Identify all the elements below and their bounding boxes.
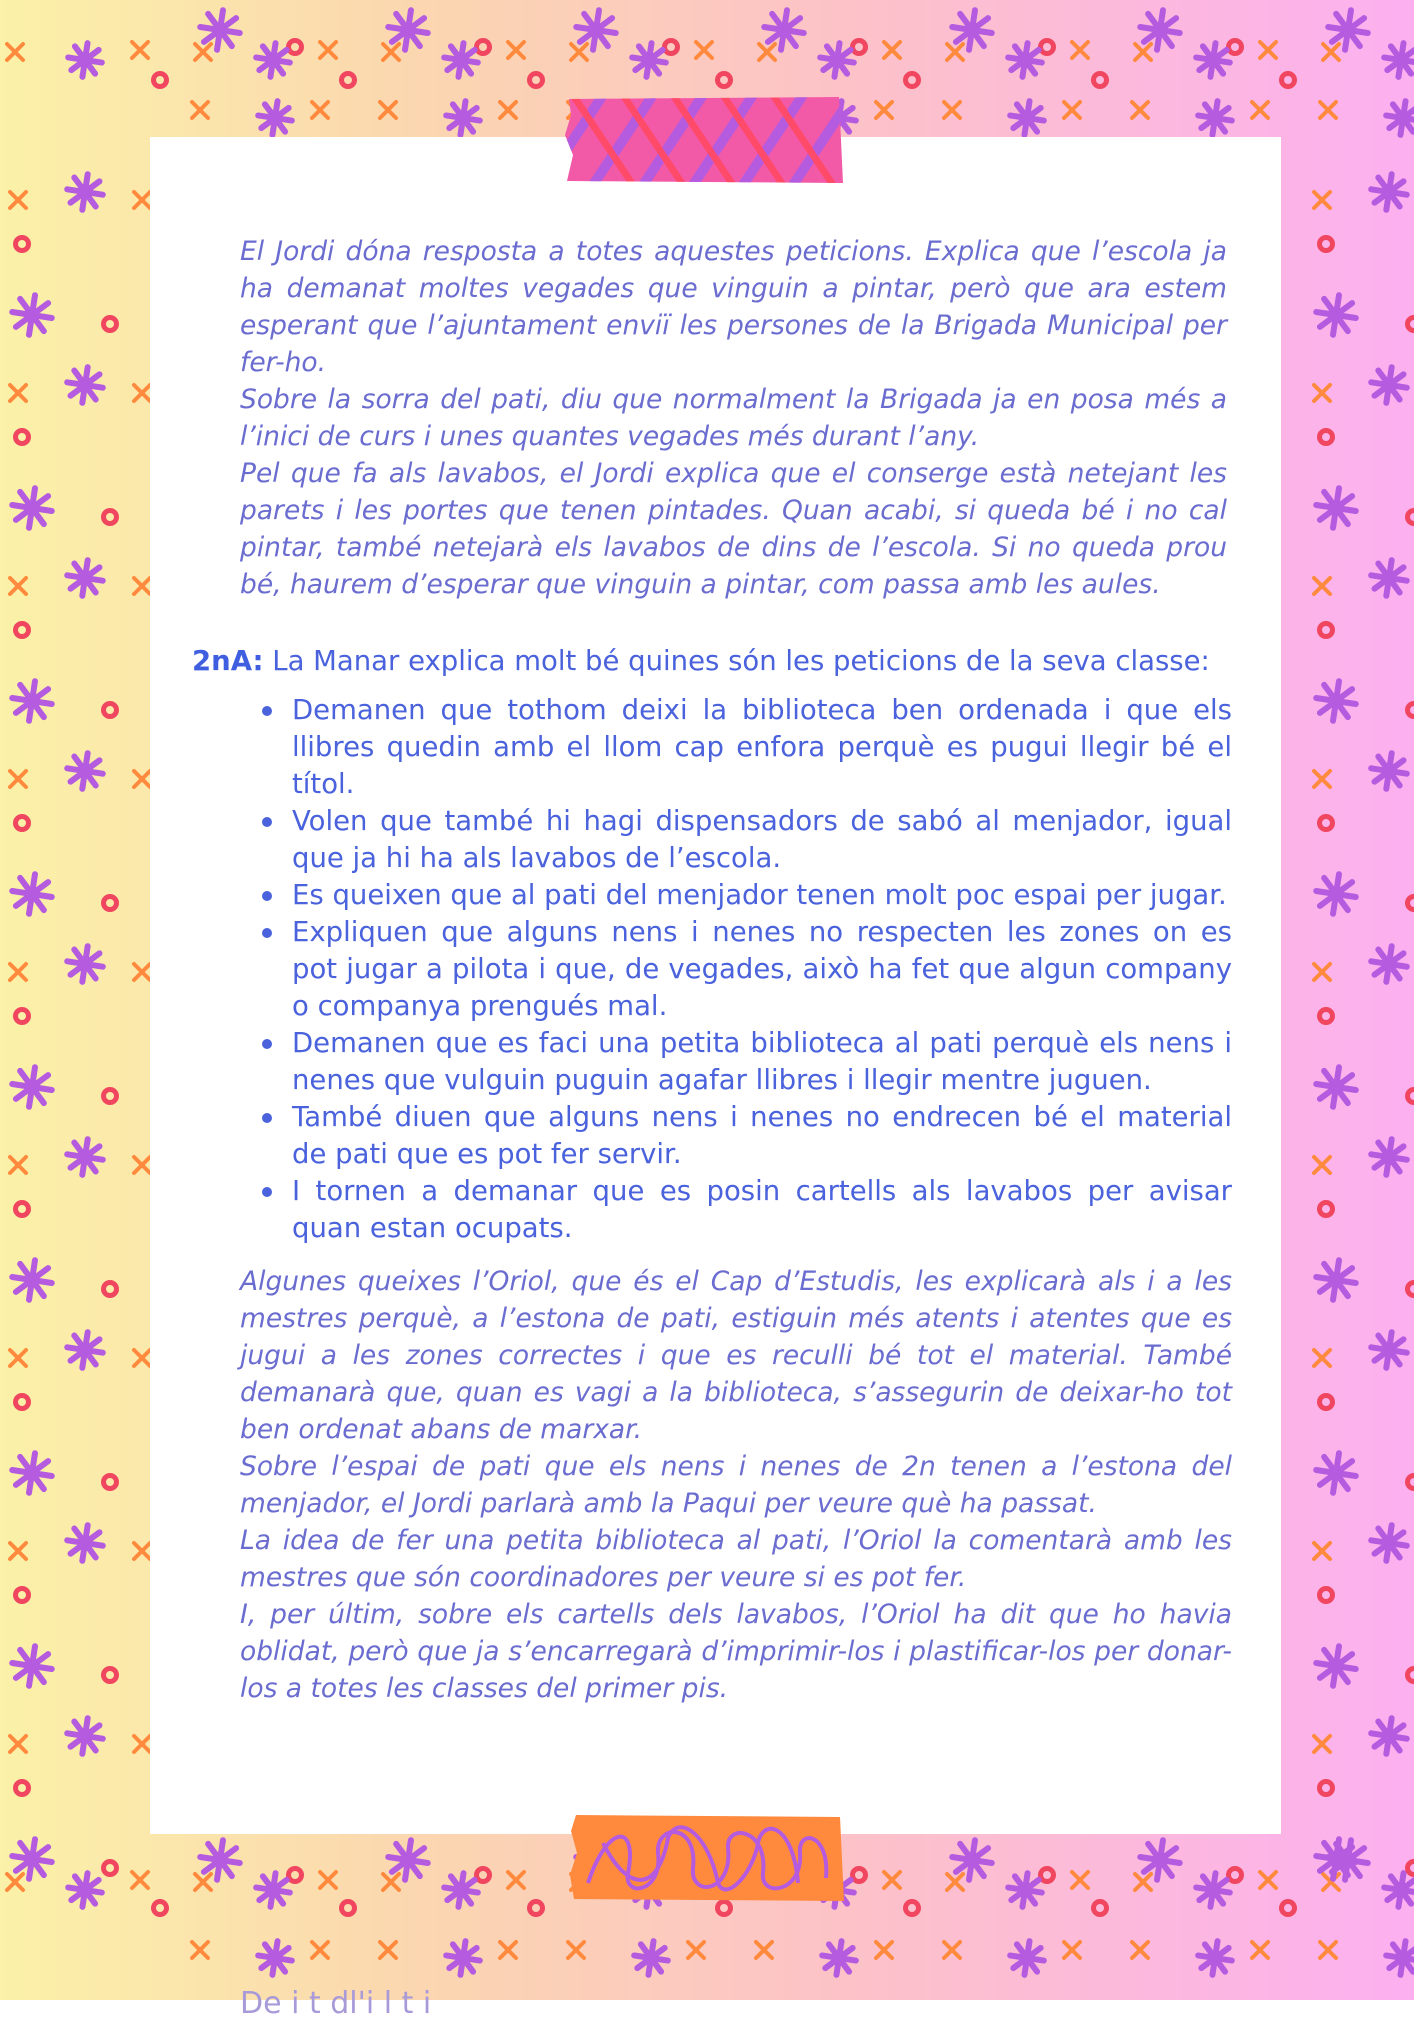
dot-icon	[289, 41, 302, 54]
asterisk-icon	[1316, 295, 1356, 335]
dot-icon	[16, 1203, 29, 1216]
cross-icon	[944, 102, 960, 118]
cross-icon	[195, 44, 211, 60]
cross-icon	[134, 578, 150, 594]
asterisk-icon	[446, 1941, 480, 1975]
cross-icon	[10, 964, 26, 980]
dot-icon	[289, 1869, 302, 1882]
cross-icon	[1064, 1942, 1080, 1958]
asterisk-icon	[1371, 1718, 1407, 1754]
asterisk-icon	[388, 1840, 428, 1880]
asterisk-icon	[1008, 1873, 1042, 1907]
dot-icon	[718, 1902, 731, 1915]
cross-icon	[134, 1350, 150, 1366]
dot-icon	[1094, 74, 1107, 87]
dot-icon	[1229, 41, 1242, 54]
asterisk-icon	[12, 295, 52, 335]
cross-icon	[1323, 44, 1339, 60]
asterisk-icon	[1010, 101, 1044, 135]
dot-icon	[104, 1862, 117, 1875]
asterisk-icon	[12, 488, 52, 528]
asterisk-icon	[1010, 1941, 1044, 1975]
dot-icon	[1320, 238, 1333, 251]
asterisk-icon	[258, 1941, 292, 1975]
washi-tape-top	[563, 95, 845, 185]
asterisk-icon	[952, 10, 992, 50]
asterisk-icon	[12, 1646, 52, 1686]
cross-icon	[10, 1350, 26, 1366]
asterisk-icon	[67, 946, 103, 982]
cross-icon	[1135, 44, 1151, 60]
dot-icon	[1320, 1782, 1333, 1795]
cross-icon	[312, 102, 328, 118]
cross-icon	[195, 1874, 211, 1890]
dot-icon	[1320, 1203, 1333, 1216]
asterisk-icon	[12, 1839, 52, 1879]
asterisk-icon	[68, 43, 102, 77]
asterisk-icon	[200, 10, 240, 50]
dot-icon	[104, 897, 117, 910]
asterisk-icon	[256, 43, 290, 77]
cross-icon	[1314, 964, 1330, 980]
asterisk-icon	[1140, 1840, 1180, 1880]
asterisk-icon	[1196, 43, 1230, 77]
dot-icon	[16, 431, 29, 444]
cross-icon	[1132, 1942, 1148, 1958]
dot-icon	[1282, 1902, 1295, 1915]
asterisk-icon	[12, 1260, 52, 1300]
dot-icon	[1408, 511, 1414, 524]
dot-icon	[906, 1902, 919, 1915]
cross-icon	[10, 1157, 26, 1173]
cross-icon	[134, 1543, 150, 1559]
dot-icon	[16, 1396, 29, 1409]
dot-icon	[104, 704, 117, 717]
paragraph: El Jordi dóna resposta a totes aquestes peticions. Explica que l’escola ja ha demanat moltes vegades que vinguin a pintar, però que ara estem esperant que l’ajuntament enviï les persones de la Brigada Municipal per fer-ho.	[240, 233, 1227, 381]
cross-icon	[568, 1942, 584, 1958]
asterisk-icon	[67, 1525, 103, 1561]
dot-icon	[16, 1589, 29, 1602]
cross-icon	[383, 44, 399, 60]
list-item: Expliquen que alguns nens i nenes no respecten les zones on es pot jugar a pilota i que, de vegades, això ha fet que algun company o companya prengués mal.	[292, 914, 1232, 1025]
asterisk-icon	[820, 43, 854, 77]
dot-icon	[104, 1283, 117, 1296]
cross-icon	[696, 42, 712, 58]
cross-icon	[134, 385, 150, 401]
asterisk-icon	[68, 1873, 102, 1907]
asterisk-icon	[632, 43, 666, 77]
asterisk-icon	[1316, 1646, 1356, 1686]
petitions-list	[292, 692, 1232, 1247]
list-item: Volen que també hi hagi dispensadors de sabó al menjador, igual que ja hi ha als lavabos de l’escola.	[292, 803, 1232, 877]
cross-icon	[756, 1942, 772, 1958]
cross-icon	[944, 1942, 960, 1958]
asterisk-icon	[1371, 1139, 1407, 1175]
asterisk-icon	[1371, 560, 1407, 596]
dot-icon	[154, 74, 167, 87]
cross-icon	[312, 1942, 328, 1958]
cross-icon	[192, 102, 208, 118]
dot-icon	[104, 1669, 117, 1682]
response-text	[240, 1263, 1232, 1707]
cross-icon	[1320, 1942, 1336, 1958]
asterisk-icon	[67, 1332, 103, 1368]
paragraph: La idea de fer una petita biblioteca al pati, l’Oriol la comentarà amb les mestres que són coordinadores per veure si es pot fer.	[240, 1522, 1232, 1596]
asterisk-icon	[1316, 488, 1356, 528]
list-item: I tornen a demanar que es posin cartells als lavabos per avisar quan estan ocupats.	[292, 1173, 1232, 1247]
cross-icon	[1314, 771, 1330, 787]
cross-icon	[1320, 102, 1336, 118]
paragraph: Pel que fa als lavabos, el Jordi explica que el conserge està netejant les parets i les portes que tenen pintades. Quan acabi, si queda bé i no cal pintar, també netejarà els lavabos de dins de l’escola. Si no queda prou bé, haurem d’esperar que vinguin a pintar, com passa amb les aules.	[240, 455, 1227, 603]
asterisk-icon	[12, 681, 52, 721]
cross-icon	[1314, 192, 1330, 208]
cross-icon	[192, 1942, 208, 1958]
asterisk-icon	[67, 174, 103, 210]
dot-icon	[1094, 1902, 1107, 1915]
dot-icon	[16, 1010, 29, 1023]
dot-icon	[1408, 1090, 1414, 1103]
dot-icon	[1408, 1669, 1414, 1682]
asterisk-icon	[952, 1840, 992, 1880]
cross-icon	[134, 771, 150, 787]
dot-icon	[1408, 1283, 1414, 1296]
dot-icon	[16, 817, 29, 830]
asterisk-icon	[822, 1941, 856, 1975]
cut-off-footer-text: De i t dl'i l t i	[240, 1986, 431, 2021]
asterisk-icon	[1371, 753, 1407, 789]
cross-icon	[1314, 1543, 1330, 1559]
cross-icon	[134, 1736, 150, 1752]
asterisk-icon	[256, 1873, 290, 1907]
asterisk-icon	[258, 101, 292, 135]
dot-icon	[1320, 817, 1333, 830]
asterisk-icon	[1008, 43, 1042, 77]
cross-icon	[1314, 1350, 1330, 1366]
cross-icon	[1064, 102, 1080, 118]
cross-icon	[132, 42, 148, 58]
asterisk-icon	[1316, 874, 1356, 914]
cross-icon	[500, 1942, 516, 1958]
asterisk-icon	[1371, 1525, 1407, 1561]
dot-icon	[1282, 74, 1295, 87]
asterisk-icon	[67, 753, 103, 789]
cross-icon	[380, 1942, 396, 1958]
cross-icon	[947, 44, 963, 60]
intro-response	[240, 233, 1227, 603]
dot-icon	[853, 1869, 866, 1882]
asterisk-icon	[1316, 1067, 1356, 1107]
asterisk-icon	[200, 1840, 240, 1880]
cross-icon	[7, 44, 23, 60]
dot-icon	[104, 318, 117, 331]
paragraph: Algunes queixes l’Oriol, que és el Cap d’Estudis, les explicarà als i a les mestres perquè, a l’estona de pati, estiguin més atents i atentes que es jugui a les zones correctes i que es reculli bé tot el material. També demanarà que, quan es vagi a la biblioteca, s’assegurin de deixar-ho tot ben ordenat abans de marxar.	[240, 1263, 1232, 1448]
asterisk-icon	[444, 1873, 478, 1907]
asterisk-icon	[12, 874, 52, 914]
cross-icon	[1314, 1157, 1330, 1173]
dot-icon	[1408, 318, 1414, 331]
section-intro: La Manar explica molt bé quines són les peticions de la seva classe:	[264, 645, 1210, 677]
cross-icon	[1260, 42, 1276, 58]
asterisk-icon	[1140, 10, 1180, 50]
dot-icon	[1041, 1869, 1054, 1882]
cross-icon	[1072, 1872, 1088, 1888]
paragraph: I, per últim, sobre els cartells dels lavabos, l’Oriol ha dit que ho havia oblidat, però que ja s’encarregarà d’imprimir-los i plastificar-los per donar-los a totes les classes del primer pis.	[240, 1596, 1232, 1707]
cross-icon	[947, 1874, 963, 1890]
cross-icon	[383, 1874, 399, 1890]
dot-icon	[906, 74, 919, 87]
section-heading	[192, 643, 1242, 680]
dot-icon	[1320, 1589, 1333, 1602]
asterisk-icon	[1371, 1332, 1407, 1368]
cross-icon	[134, 964, 150, 980]
asterisk-icon	[576, 10, 616, 50]
cross-icon	[380, 102, 396, 118]
asterisk-icon	[1316, 1260, 1356, 1300]
cross-icon	[884, 42, 900, 58]
cross-icon	[320, 1872, 336, 1888]
dot-icon	[342, 1902, 355, 1915]
asterisk-icon	[67, 560, 103, 596]
dot-icon	[1320, 624, 1333, 637]
dot-icon	[665, 41, 678, 54]
cross-icon	[500, 102, 516, 118]
cross-icon	[1252, 1942, 1268, 1958]
list-item: Es queixen que al pati del menjador tenen molt poc espai per jugar.	[292, 877, 1232, 914]
asterisk-icon	[67, 367, 103, 403]
asterisk-icon	[446, 101, 480, 135]
cross-icon	[132, 1872, 148, 1888]
cross-icon	[1132, 102, 1148, 118]
dot-icon	[1320, 431, 1333, 444]
cross-icon	[1135, 1874, 1151, 1890]
dot-icon	[342, 74, 355, 87]
dot-icon	[1408, 1862, 1414, 1875]
dot-icon	[718, 74, 731, 87]
cross-icon	[10, 578, 26, 594]
class-tag: 2nA:	[192, 645, 264, 677]
cross-icon	[1314, 1736, 1330, 1752]
dot-icon	[104, 1476, 117, 1489]
dot-icon	[530, 1902, 543, 1915]
list-item: També diuen que alguns nens i nenes no endrecen bé el material de pati que es pot fer servir.	[292, 1099, 1232, 1173]
dot-icon	[104, 1090, 117, 1103]
list-item: Demanen que es faci una petita biblioteca al pati perquè els nens i nenes que vulguin puguin agafar llibres i llegir mentre juguen.	[292, 1025, 1232, 1099]
dot-icon	[1320, 1010, 1333, 1023]
asterisk-icon	[1198, 101, 1232, 135]
dot-icon	[1229, 1869, 1242, 1882]
asterisk-icon	[634, 1941, 668, 1975]
asterisk-icon	[1316, 681, 1356, 721]
asterisk-icon	[1371, 367, 1407, 403]
dot-icon	[853, 41, 866, 54]
dot-icon	[1041, 41, 1054, 54]
asterisk-icon	[1371, 946, 1407, 982]
dot-icon	[1408, 704, 1414, 717]
dot-icon	[1408, 897, 1414, 910]
cross-icon	[134, 192, 150, 208]
cross-icon	[884, 1872, 900, 1888]
cross-icon	[1260, 1872, 1276, 1888]
asterisk-icon	[444, 43, 478, 77]
cross-icon	[508, 1872, 524, 1888]
dot-icon	[530, 74, 543, 87]
cross-icon	[1072, 42, 1088, 58]
dot-icon	[154, 1902, 167, 1915]
dot-icon	[1320, 1396, 1333, 1409]
asterisk-icon	[67, 1718, 103, 1754]
cross-icon	[10, 1736, 26, 1752]
dot-icon	[477, 41, 490, 54]
cross-icon	[1314, 385, 1330, 401]
dot-icon	[477, 1869, 490, 1882]
dot-icon	[104, 511, 117, 524]
washi-tape-bottom	[568, 1813, 846, 1903]
dot-icon	[16, 238, 29, 251]
cross-icon	[10, 771, 26, 787]
paragraph: Sobre l’espai de pati que els nens i nenes de 2n tenen a l’estona del menjador, el Jordi parlarà amb la Paqui per veure què ha passat.	[240, 1448, 1232, 1522]
asterisk-icon	[12, 1453, 52, 1493]
asterisk-icon	[1386, 1941, 1414, 1975]
cross-icon	[876, 102, 892, 118]
cross-icon	[320, 42, 336, 58]
cross-icon	[688, 1942, 704, 1958]
asterisk-icon	[1386, 101, 1414, 135]
cross-icon	[134, 1157, 150, 1173]
dot-icon	[16, 624, 29, 637]
asterisk-icon	[12, 1067, 52, 1107]
asterisk-icon	[1198, 1941, 1232, 1975]
cross-icon	[1314, 578, 1330, 594]
list-item: Demanen que tothom deixi la biblioteca ben ordenada i que els llibres quedin amb el llom cap enfora perquè es pugui llegir bé el títol.	[292, 692, 1232, 803]
asterisk-icon	[1371, 174, 1407, 210]
paragraph: Sobre la sorra del pati, diu que normalment la Brigada ja en posa més a l’inici de curs i unes quantes vegades més durant l’any.	[240, 381, 1227, 455]
asterisk-icon	[1196, 1873, 1230, 1907]
cross-icon	[10, 192, 26, 208]
dot-icon	[16, 1782, 29, 1795]
cross-icon	[10, 385, 26, 401]
cross-icon	[571, 44, 587, 60]
asterisk-icon	[388, 10, 428, 50]
cross-icon	[1252, 102, 1268, 118]
cross-icon	[508, 42, 524, 58]
asterisk-icon	[1384, 1873, 1414, 1907]
cross-icon	[10, 1543, 26, 1559]
cross-icon	[876, 1942, 892, 1958]
dot-icon	[1408, 1476, 1414, 1489]
asterisk-icon	[764, 10, 804, 50]
asterisk-icon	[1384, 43, 1414, 77]
cross-icon	[759, 44, 775, 60]
asterisk-icon	[1316, 1453, 1356, 1493]
cross-icon	[7, 1874, 23, 1890]
asterisk-icon	[67, 1139, 103, 1175]
asterisk-icon	[1316, 1839, 1356, 1879]
asterisk-icon	[1328, 10, 1368, 50]
